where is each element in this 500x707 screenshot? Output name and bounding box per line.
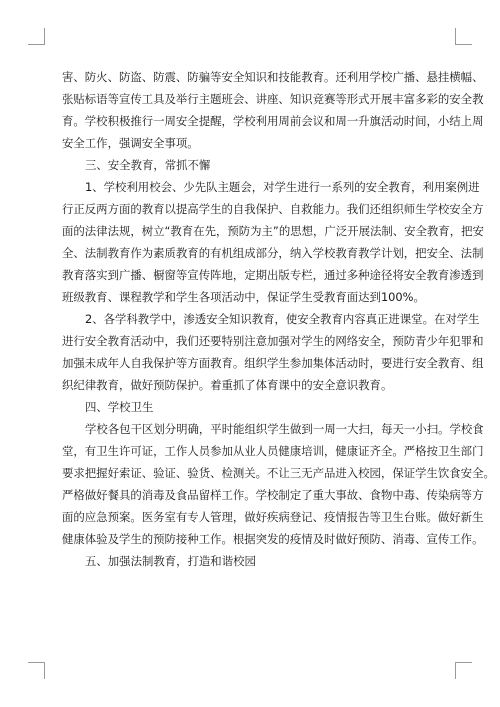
text-line: 健康体验及学生的预防接种工作。根据突发的疫情及时做好预防、消毒、宣传工作。 <box>62 532 484 546</box>
text-line: 张贴标语等宣传工具及举行主题班会、讲座、知识竞赛等形式开展丰富多彩的安全教 <box>62 92 484 106</box>
text-line: 严格做好餐具的消毒及食品留样工作。学校制定了重大事故、食物中毒、传染病等方 <box>62 488 484 502</box>
text-line: 进行安全教育活动中，我们还要特别注意加强对学生的网络安全，预防青少年犯罪和 <box>62 334 484 348</box>
crop-mark-bottom-left <box>28 662 45 679</box>
crop-mark-bottom-right <box>455 662 472 679</box>
document-body <box>62 66 495 572</box>
text-line: 安全工作，强调安全事项。 <box>62 136 199 150</box>
text-line: 1、学校利用校会、少先队主题会，对学生进行一系列的安全教育，利用案例进 <box>85 180 480 194</box>
text-line: 2、各学科教学中，渗透安全知识教育，使安全教育内容真正进课堂。在对学生 <box>85 312 480 326</box>
text-line: 全、法制教育作为素质教育的有机组成部分，纳入学校教育教学计划，把安全、法制 <box>62 246 484 260</box>
text-line: 教育落实到广播、橱窗等宣传阵地，定期出版专栏，通过多种途径将安全教育渗透到 <box>62 268 484 282</box>
text-line: 班级教育、课程教学和学生各项活动中，保证学生受教育面达到100%。 <box>62 290 425 304</box>
crop-mark-top-right <box>455 28 472 45</box>
text-line: 行正反两方面的教育以提高学生的自我保护、自救能力。我们还组织师生学校安全方 <box>62 202 484 216</box>
text-line: 害、防火、防盗、防震、防骗等安全知识和技能教育。还利用学校广播、悬挂横幅、 <box>62 70 484 84</box>
text-line: 要求把握好索证、验证、验货、检测关。不让三无产品进入校园，保证学生饮食安全。 <box>62 466 495 480</box>
text-line: 育。学校积极推行一周安全提醒，学校利用周前会议和周一升旗活动时间，小结上周 <box>62 114 484 128</box>
text-line: 面的法律法规，树立“教育在先，预防为主”的思想，广泛开展法制、安全教育，把安 <box>62 224 484 238</box>
section-heading: 四、学校卫生 <box>85 400 154 414</box>
text-line: 织纪律教育，做好预防保护。着重抓了体育课中的安全意识教育。 <box>62 378 393 392</box>
section-heading: 五、加强法制教育，打造和谐校园 <box>85 554 256 568</box>
text-line: 面的应急预案。医务室有专人管理，做好疾病登记、疫情报告等卫生台账。做好新生 <box>62 510 484 524</box>
text-line: 学校各包干区划分明确，平时能组织学生做到一周一大扫，每天一小扫。学校食 <box>85 422 484 436</box>
text-line: 堂，有卫生许可证，工作人员参加从业人员健康培训，健康证齐全。严格按卫生部门 <box>62 444 484 458</box>
section-heading: 三、安全教育，常抓不懈 <box>85 158 211 172</box>
text-line: 加强未成年人自我保护等方面教育。组织学生参加集体活动时，要进行安全教育、组 <box>62 356 484 370</box>
crop-mark-top-left <box>28 28 45 45</box>
